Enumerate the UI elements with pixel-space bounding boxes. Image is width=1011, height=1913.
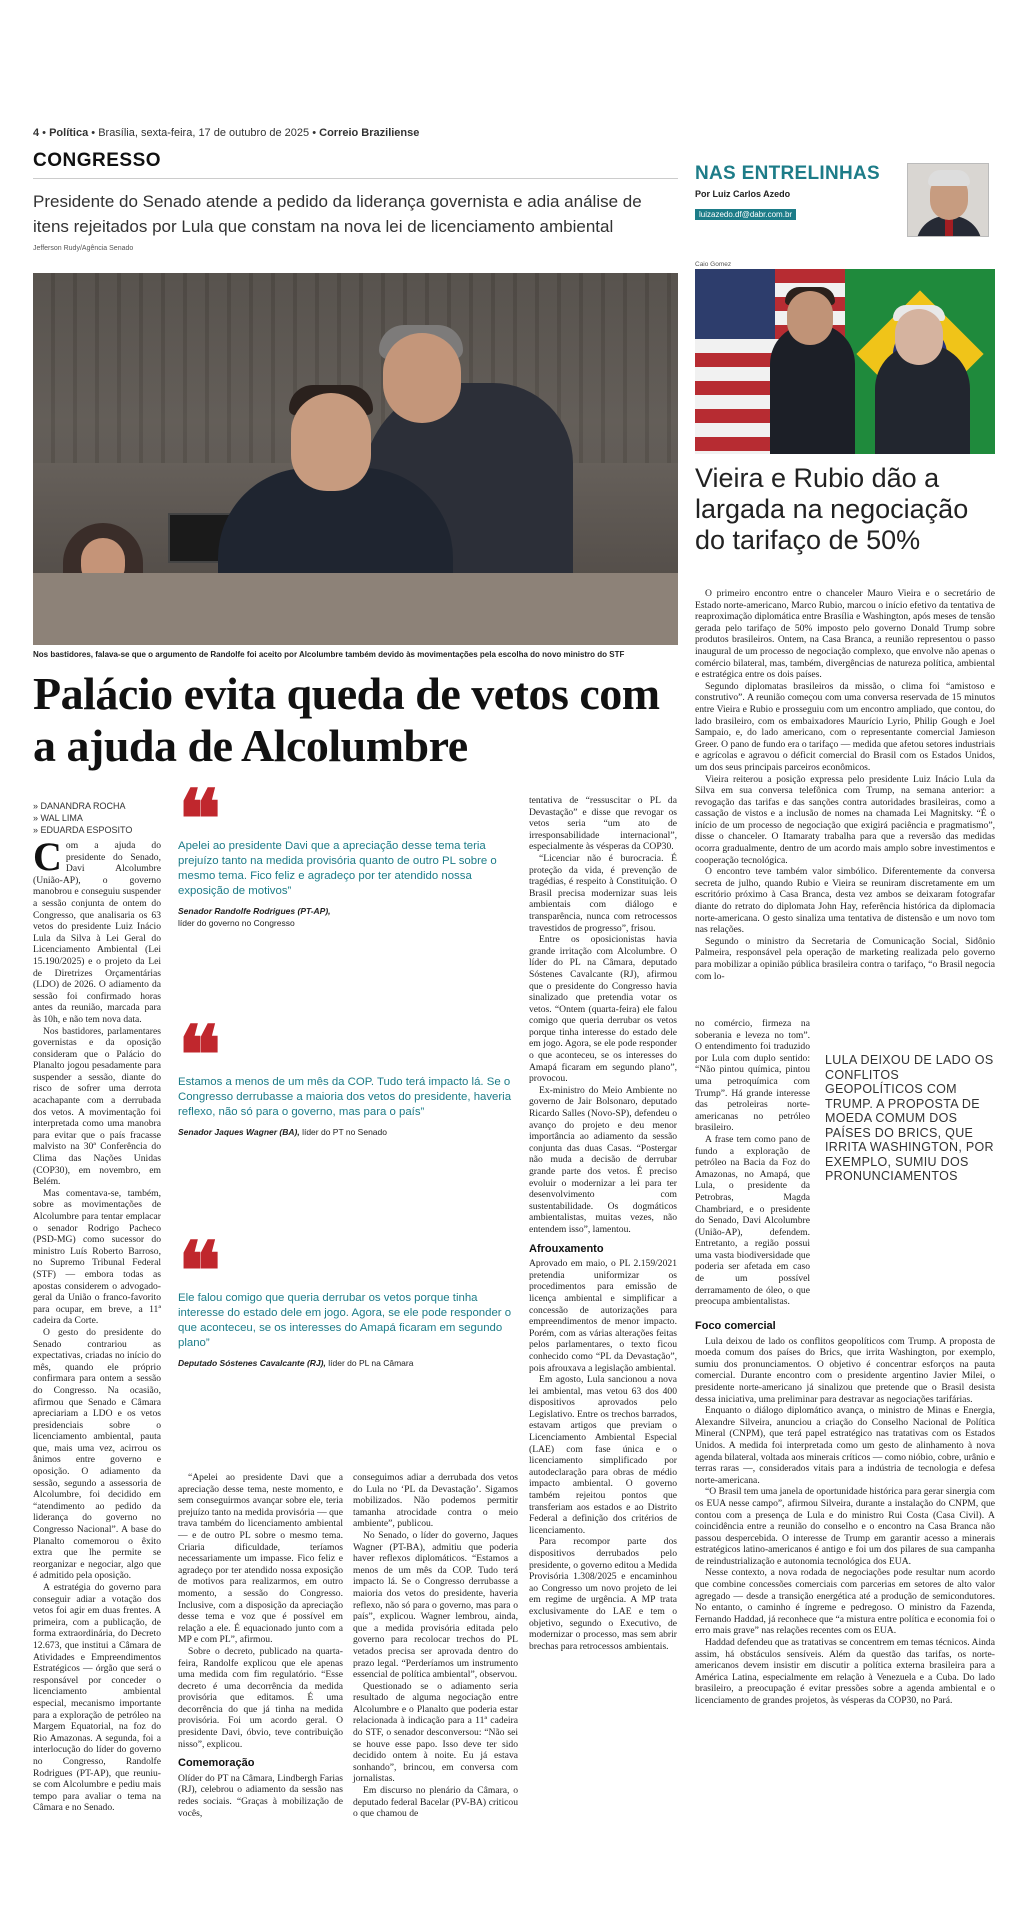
byline: » DANANDRA ROCHA	[33, 801, 126, 811]
photo-caption: Nos bastidores, falava-se que o argumento de Randolfe foi aceito por Alcolumbre também devido às movimentações pela escolha do novo ministro do STF	[33, 650, 625, 659]
senate-photo	[33, 273, 678, 645]
paragraph: Entre os oposicionistas havia grande irritação com Alcolumbre. O líder do PL na Câmara, deputado Sóstenes Cavalcante (RJ), afirmou que o presidente do Congresso havia sinalizado que pretendia votar os vetos. “Ontem (quarta-feira) ele falou comigo que queria derrubar os vetos porque tinha interesse do estado dele em jogo. Agora, se ele pode responder o que aconteceu, se os interesses do Amapá ficaram em segundo plano”, provocou.	[529, 934, 677, 1085]
column-email: luizazedo.df@dabr.com.br	[695, 209, 796, 220]
paragraph: A estratégia do governo para conseguir adiar a votação dos vetos foi agir em duas frentes. A primeira, com a publicação, de forma extraordinária, do Decreto 12.673, que institui a Câmara de Atividades e Empreendimentos Estratégicos — órgão que será o responsável por conceder o licenciamento ambiental especial, mecanismo importante para a exploração de petróleo na Margem Equatorial, na foz do Rio Amazonas. A segunda, foi a interlocução do líder do governo no Congresso, Randolfe Rodrigues (PT-AP), que reuniu-se com Alcolumbre e pediu mais tempo para avaliar o tema na Câmara e no Senado.	[33, 1582, 161, 1814]
paragraph: A frase tem como pano de fundo a exploração de petróleo na Bacia da Foz do Amazonas, no Amapá, que Lula, o presidente da Petrobras, Magda Chambriard, e o presidente do Senado, Davi Alcolumbre (União-AP), defendem. Entretanto, a região possui uma vasta biodiversidade que poderia ser afetada em caso de um possível derramamento de óleo, o que preocupa ambientalistas.	[695, 1133, 810, 1308]
quote-mark-icon: ❝	[178, 1013, 214, 1101]
paragraph: Vieira reiterou a posição expressa pelo presidente Luiz Inácio Lula da Silva em sua conversa telefônica com Trump, na semana anterior: a revogação das tarifas e das sanções contra autoridades brasileiras, como a cassação de vistos e a inclusão de nomes na chamada Lei Magnitsky. “É o início de um processo de negociação que exigirá paciência e pragmatismo”, disse o chanceler. O Itamaraty trabalha para que a reversão das medidas ocorra gradualmente, dentro de um acordo mais amplo sobre investimentos e cooperação tecnológica.	[695, 773, 995, 866]
paragraph: Em agosto, Lula sancionou a nova lei ambiental, mas vetou 63 dos 400 dispositivos aprovados pelo Legislativo. Entre os trechos barrados, estavam artigos que previam o Licenciamento Ambiental Especial (LAE) com fase única e o licenciamento simplificado por autodeclaração para obras de médio impacto ambiental. O governo também rejeitou pontos que transferiam aos estados e ao Distrito Federal a definição dos critérios de licenciamento.	[529, 1374, 677, 1536]
section-name: Política	[49, 127, 89, 139]
text-column-3	[353, 1472, 518, 1820]
column-text-narrow	[695, 1018, 810, 1308]
paragraph: No Senado, o líder do governo, Jaques Wagner (PT-BA), admitiu que poderia haver reflexos diplomáticos. “Estamos a menos de um mês da COP. Tudo terá impacto lá. Se o Congresso derrubasse a maioria dos vetos do presidente, haveria reflexo, não só para o governo, mas para o país”, explicou. Wagner lembrou, ainda, que a medida provisória editada pelo governo para recolocar trechos do PL vetados precisa ser aprovada dentro do prazo legal. “Perderíamos um instrumento essencial de política ambiental”, observou.	[353, 1529, 518, 1681]
paragraph: conseguimos adiar a derrubada dos vetos do Lula no ‘PL da Devastação’. Sigamos mobilizados. Não podemos permitir tamanha atrocidade contra o meio ambiente”, publicou.	[353, 1472, 518, 1530]
paragraph: Olíder do PT na Câmara, Lindbergh Farias (RJ), celebrou o adiamento da sessão nas redes sociais. “Graças à mobilização de vocês,	[178, 1772, 343, 1819]
quote-mark-icon: ❝	[178, 1229, 214, 1317]
quote-attribution: Senador Randolfe Rodrigues (PT-AP), líder do governo no Congresso	[178, 906, 331, 928]
paragraph: O encontro teve também valor simbólico. Diferentemente da conversa secreta de julho, quando Rubio e Vieira se reuniram discretamente em um escritório próximo à Casa Branca, desta vez ambos se deixaram fotografar diante do retrato do diplomata John Hay, referência histórica da diplomacia norte-americana. O gesto sinaliza uma tentativa de distensão e um novo tom nas relações.	[695, 866, 995, 936]
paragraph: Nesse contexto, a nova rodada de negociações pode resultar num acordo que combine concessões comerciais com parcerias em setores de alto valor agregado — desde a transição energética até a produção de semicondutores. No entanto, o caminho é íngreme e pedregoso. O ministro da Fazenda, Fernando Haddad, já reconhece que “a mistura entre política e economia foi o erro mais grave” nas relações recentes com os EUA.	[695, 1567, 995, 1637]
pull-quote: LULA DEIXOU DE LADO OS CONFLITOS GEOPOLÍTICOS COM TRUMP. A PROPOSTA DE MOEDA COMUM DOS PAÍSES DO BRICS, QUE IRRITA WASHINGTON, POR EXEMPLO, SUMIU DOS PRONUNCIAMENTOS	[825, 1053, 994, 1183]
column-headline: Vieira e Rubio dão a largada na negociação do tarifaço de 50%	[695, 463, 969, 555]
column-text-top	[695, 588, 995, 982]
byline: » WAL LIMA	[33, 813, 83, 823]
text-column-4	[529, 795, 677, 1652]
paragraph: no comércio, firmeza na soberania e leveza no tom”. O entendimento foi traduzido por Lula com duplo sentido: “Não pintou química, pintou uma petroquímica com Trump”. Há grande interesse das petroleiras norte-americanas no petróleo brasileiro.	[695, 1018, 810, 1134]
quote-wagner	[178, 1013, 523, 1138]
paragraph: Ex-ministro do Meio Ambiente no governo de Jair Bolsonaro, deputado Ricardo Salles (Novo-SP), defendeu o avanço do projeto e deu menor importância ao adiamento da sessão conjunta das duas Casas. “Postergar não muda a decisão de derrubar grande parte dos vetos. É preciso evoluir o modernizar a lei para ter desenvolvimento com sustentabilidade. Os dogmáticos ambientalistas, muitas vezes, não entendem isso”, lamentou.	[529, 1084, 677, 1235]
quote-text: Ele falou comigo que queria derrubar os vetos porque tinha interesse do estado dele em jogo. Agora, se ele pode responder o que aconteceu, se os interesses do Amapá ficaram em segundo plano”	[178, 1292, 512, 1349]
paragraph: Com a ajuda do presidente do Senado, Davi Alcolumbre (União-AP), o governo manobrou e conseguiu suspender a sessão conjunta de ontem do Congresso, que analisaria os 63 vetos do presidente Luiz Inácio Lula da Silva à Lei Geral do Licenciamento Ambiental (Lei 15.190/2025) e o projeto da Lei de Diretrizes Orçamentárias (LDO) de 2026. O adiamento da sessão foi confirmado horas antes da reunião, marcada para às 10h, e não tem nova data.	[33, 834, 161, 1025]
dropcap: C	[33, 834, 62, 879]
paragraph: O gesto do presidente do Senado contrariou as expectativas, criadas no início do mês, quando ele próprio confirmara para ontem a sessão do Congresso. Na ocasião, afirmou que Senado e Câmara apreciariam a LDO e os vetos presidenciais sobre o licenciamento ambiental, pauta que, mais uma vez, acirrou os ânimos entre governo e oposição. O adiamento da sessão, segundo a assessoria de Alcolumbre, foi decidido em “atendimento ao pedido da liderança do governo no Congresso Nacional”. A base do Planalto comemorou o êxito extra que lhe permite se reorganizar e negociar, algo que é admitido pela oposição.	[33, 1326, 161, 1582]
column-brand: NAS ENTRELINHAS	[695, 163, 881, 184]
column-author: Por Luiz Carlos Azedo	[695, 189, 791, 199]
main-story	[33, 150, 678, 1820]
paragraph: Enquanto o diálogo diplomático avança, o ministro de Minas e Energia, Alexandre Silveira, anunciou a criação do Conselho Nacional de Política Mineral (CNPM), que terá papel estratégico nas tratativas com os Estados Unidos. A medida foi interpretada como um gesto de alinhamento à nova agenda bilateral, voltada aos minerais críticos — como nióbio, cobre, urânio e terras raras —, considerados vitais para a indústria de tecnologia e defesa norte-americana.	[695, 1405, 995, 1486]
paragraph: Em discurso no plenário da Câmara, o deputado federal Bacelar (PV-BA) criticou o que chamou de	[353, 1785, 518, 1820]
subhead-afrouxamento: Afrouxamento	[529, 1242, 604, 1255]
paragraph: Aprovado em maio, o PL 2.159/2021 pretendia uniformizar os procedimentos para emissão de licença ambiental e simplificar a concessão de autorizações para empreendimentos de menor impacto. Porém, com as várias alterações feitas pelos parlamentares, o texto ficou conhecido como “PL da Devastação”, pois afrouxava a legislação ambiental.	[529, 1258, 677, 1374]
paragraph: Mas comentava-se, também, sobre as movimentações de Alcolumbre para tentar emplacar o senador Rodrigo Pacheco (PSD-MG) como sucessor do ministro Luís Roberto Barroso, no Supremo Tribunal Federal (STF) — embora todas as apostas considerem o advogado-geral da União o franco-favorito para ocupar, em breve, a 11ª cadeira da Corte.	[33, 1187, 161, 1327]
author-photo	[907, 163, 989, 237]
text-column-1	[33, 834, 161, 1814]
paragraph: Haddad defendeu que as tratativas se concentrem em temas técnicos. Ainda assim, há obstáculos sensíveis. Além da questão das tarifas, os norte-americanos devem insistir em discutir a política externa brasileira para a América Latina, especialmente em relação à Venezuela e a Cuba. Do lado brasileiro, a preocupação é evitar pressões sobre a agenda ambiental e o licenciamento de grandes projetos, às vésperas da COP30, no Pará.	[695, 1637, 995, 1706]
quote-mark-icon: ❝	[178, 777, 214, 865]
quote-attribution: Deputado Sóstenes Cavalcante (RJ), líder do PL na Câmara	[178, 1358, 414, 1368]
photo-credit: Jefferson Rudy/Agência Senado	[33, 245, 134, 252]
paragraph: Segundo diplomatas brasileiros da missão, o clima foi “amistoso e construtivo”. A reunião começou com uma conversa reservada de 15 minutos entre Vieira e Rubio e prosseguiu com um encontro ampliado, que contou, do lado brasileiro, com os embaixadores Maurício Lyrio, Philip Gough e Joel Sampaio, e, do lado americano, com o representante comercial Jamieson Greer. O pano de fundo era o tarifaço — medida que afetou setores industriais e agrícolas e agravou o déficit comercial do Brasil com os Estados Unidos, um dos seus principais parceiros econômicos.	[695, 680, 995, 773]
opinion-column	[695, 163, 995, 1706]
text-column-2	[178, 1472, 343, 1819]
subhead-foco-comercial: Foco comercial	[695, 1320, 776, 1332]
place-date: Brasília, sexta-feira, 17 de outubro de 2025	[98, 127, 310, 139]
quote-text: Estamos a menos de um mês da COP. Tudo terá impacto lá. Se o Congresso derrubasse a maioria dos vetos do presidente, haveria reflexo, não só para o governo, mas para o país”	[178, 1076, 512, 1118]
photo-credit: Caio Gomez	[695, 261, 732, 268]
quote-attribution: Senador Jaques Wagner (BA), líder do PT no Senado	[178, 1127, 387, 1137]
paragraph: Lula deixou de lado os conflitos geopolíticos com Trump. A proposta de moeda comum dos países do Brics, que irrita Washington, por exemplo, sumiu dos pronunciamentos. O objetivo é concentrar esforços na pauta comercial. Durante encontro com o presidente argentino Javier Milei, o presidente norte-americano já sinalizou que pretende que o Brasil desista dessa iniciativa, uma preliminar para destravar as negociações tarifárias.	[695, 1335, 995, 1405]
paragraph: tentativa de “ressuscitar o PL da Devastação” e disse que revogar os vetos seria “um ato de irresponsabilidade internacional”, especialmente às vésperas da COP30.	[529, 795, 677, 853]
page-number: 4	[33, 127, 40, 139]
paragraph: “O Brasil tem uma janela de oportunidade histórica para gerar sinergia com os EUA nesse campo”, afirmou Silveira, durante a instalação do CNPM, que contou com a presença de Lula e do ministro Rui Costa (Casa Civil). A coincidência entre a reunião do conselho e o encontro na Casa Branca não passou despercebida. O interesse de Trump em garantir acesso a minerais estratégicos latino-americanos é antigo e foi um dos pilares de sua campanha de reindustrialização e autonomia tecnológica dos EUA.	[695, 1486, 995, 1567]
main-headline: Palácio evita queda de vetos com a ajuda de Alcolumbre	[33, 668, 660, 771]
paragraph: “Licenciar não é burocracia. É proteção da vida, é prevenção de tragédias, é respeito à Constituição. O Brasil precisa modernizar suas leis ambientais com diálogo e transparência, nunca com retrocessos travestidos de progresso”, frisou.	[529, 852, 677, 934]
story-deck: Presidente do Senado atende a pedido da liderança governista e adia análise de itens rejeitados por Lula que constam na nova lei de licenciamento ambiental	[33, 192, 642, 236]
vieira-rubio-photo	[695, 269, 995, 454]
quote-randolfe	[178, 777, 523, 929]
bylines	[33, 800, 132, 836]
quote-text: Apelei ao presidente Davi que a apreciação desse tema teria prejuízo tanto na medida provisória quanto de outro PL sobre o mesmo tema. Fico feliz e agradeço por ter atendido nossa exposição de motivos”	[178, 840, 497, 897]
quote-sostenes	[178, 1229, 523, 1369]
paragraph: Para recompor parte dos dispositivos derrubados pelo presidente, o governo editou a Medida Provisória 1.308/2025 e encaminhou ao Congresso um novo projeto de lei em regime de urgência. A MP trata exclusivamente do LAE e tem o objetivo, segundo o Executivo, de modernizar o processo, mas sem abrir brechas para retrocessos ambientais.	[529, 1536, 677, 1652]
paragraph: Nos bastidores, parlamentares governistas e da oposição consideram que o Palácio do Planalto jogou pesadamente para suspender a sessão, diante do risco de sofrer uma derrota acachapante com a derrubada dos vetos. A movimentação foi interpretada como uma manobra para evitar que o país fracasse malvisto na 30ª Conferência do Clima das Nações Unidas (COP30), em novembro, em Belém.	[33, 1025, 161, 1188]
paragraph: “Apelei ao presidente Davi que a apreciação desse tema, neste momento, e sem conseguirmos avançar sobre ele, teria prejuízo tanto na medida provisória — que trava também do licenciamento ambiental — e de outro PL sobre o mesmo tema. Criaria dificuldade, teríamos necessariamente um impasse. Fico feliz e agradeço por ter atendido nossa exposição de motivos para realizarmos, em outro momento, a sessão do Congresso. Inclusive, com a disposição da apreciação desse tema e voz que é possível em relação a ele. É equacionado junto com a MP e com PL”, afirmou.	[178, 1472, 343, 1646]
paragraph: O primeiro encontro entre o chanceler Mauro Vieira e o secretário de Estado norte-americano, Marco Rubio, marcou o início efetivo da tentativa de reaproximação diplomática entre Brasília e Washington, após meses de tensão gerada pelo tarifaço de 50% imposto pelo governo Donald Trump sobre produtos brasileiros. Ontem, na Casa Branca, a reunião representou o passo inaugural de um processo de negociação complexo, que envolve não apenas o comércio bilateral, mas, também, divergências de natureza política, ambiental e estratégica entre os dois países.	[695, 588, 995, 681]
byline: » EDUARDA ESPOSITO	[33, 825, 133, 835]
page-folio: 4 • Política • Brasília, sexta-feira, 17 de outubro de 2025 • Correio Braziliense	[33, 127, 420, 139]
paragraph: Segundo o ministro da Secretaria de Comunicação Social, Sidônio Palmeira, responsável pela operação de marketing realizada pelo governo para mobilizar a opinião pública brasileira contra o tarifaço, “o Brasil negocia com lo-	[695, 935, 995, 982]
paper-name: Correio Braziliense	[319, 127, 420, 139]
column-text-bottom	[695, 1313, 995, 1707]
paragraph: Sobre o decreto, publicado na quarta-feira, Randolfe explicou que ele apenas uma medida com fim regulatório. “Esse decreto é uma decorrência da medida provisória que editamos. É uma decorrência do que já tinha na medida provisória. Foi um acordo geral. O presidente Davi, óbvio, teve contribuição nisso”, explicou.	[178, 1645, 343, 1750]
section-kicker: CONGRESSO	[33, 150, 678, 179]
subhead-comemoracao: Comemoração	[178, 1757, 255, 1770]
paragraph: Questionado se o adiamento seria resultado de alguma negociação entre Alcolumbre e o Planalto que poderia estar relacionada à indicação para a 11ª cadeira do STF, o senador desconversou: “Não sei se houve esse papo. Isso deve ter sido decidido ontem à noite. Eu já estava sonhando”, brincou, em conversa com jornalistas.	[353, 1680, 518, 1785]
